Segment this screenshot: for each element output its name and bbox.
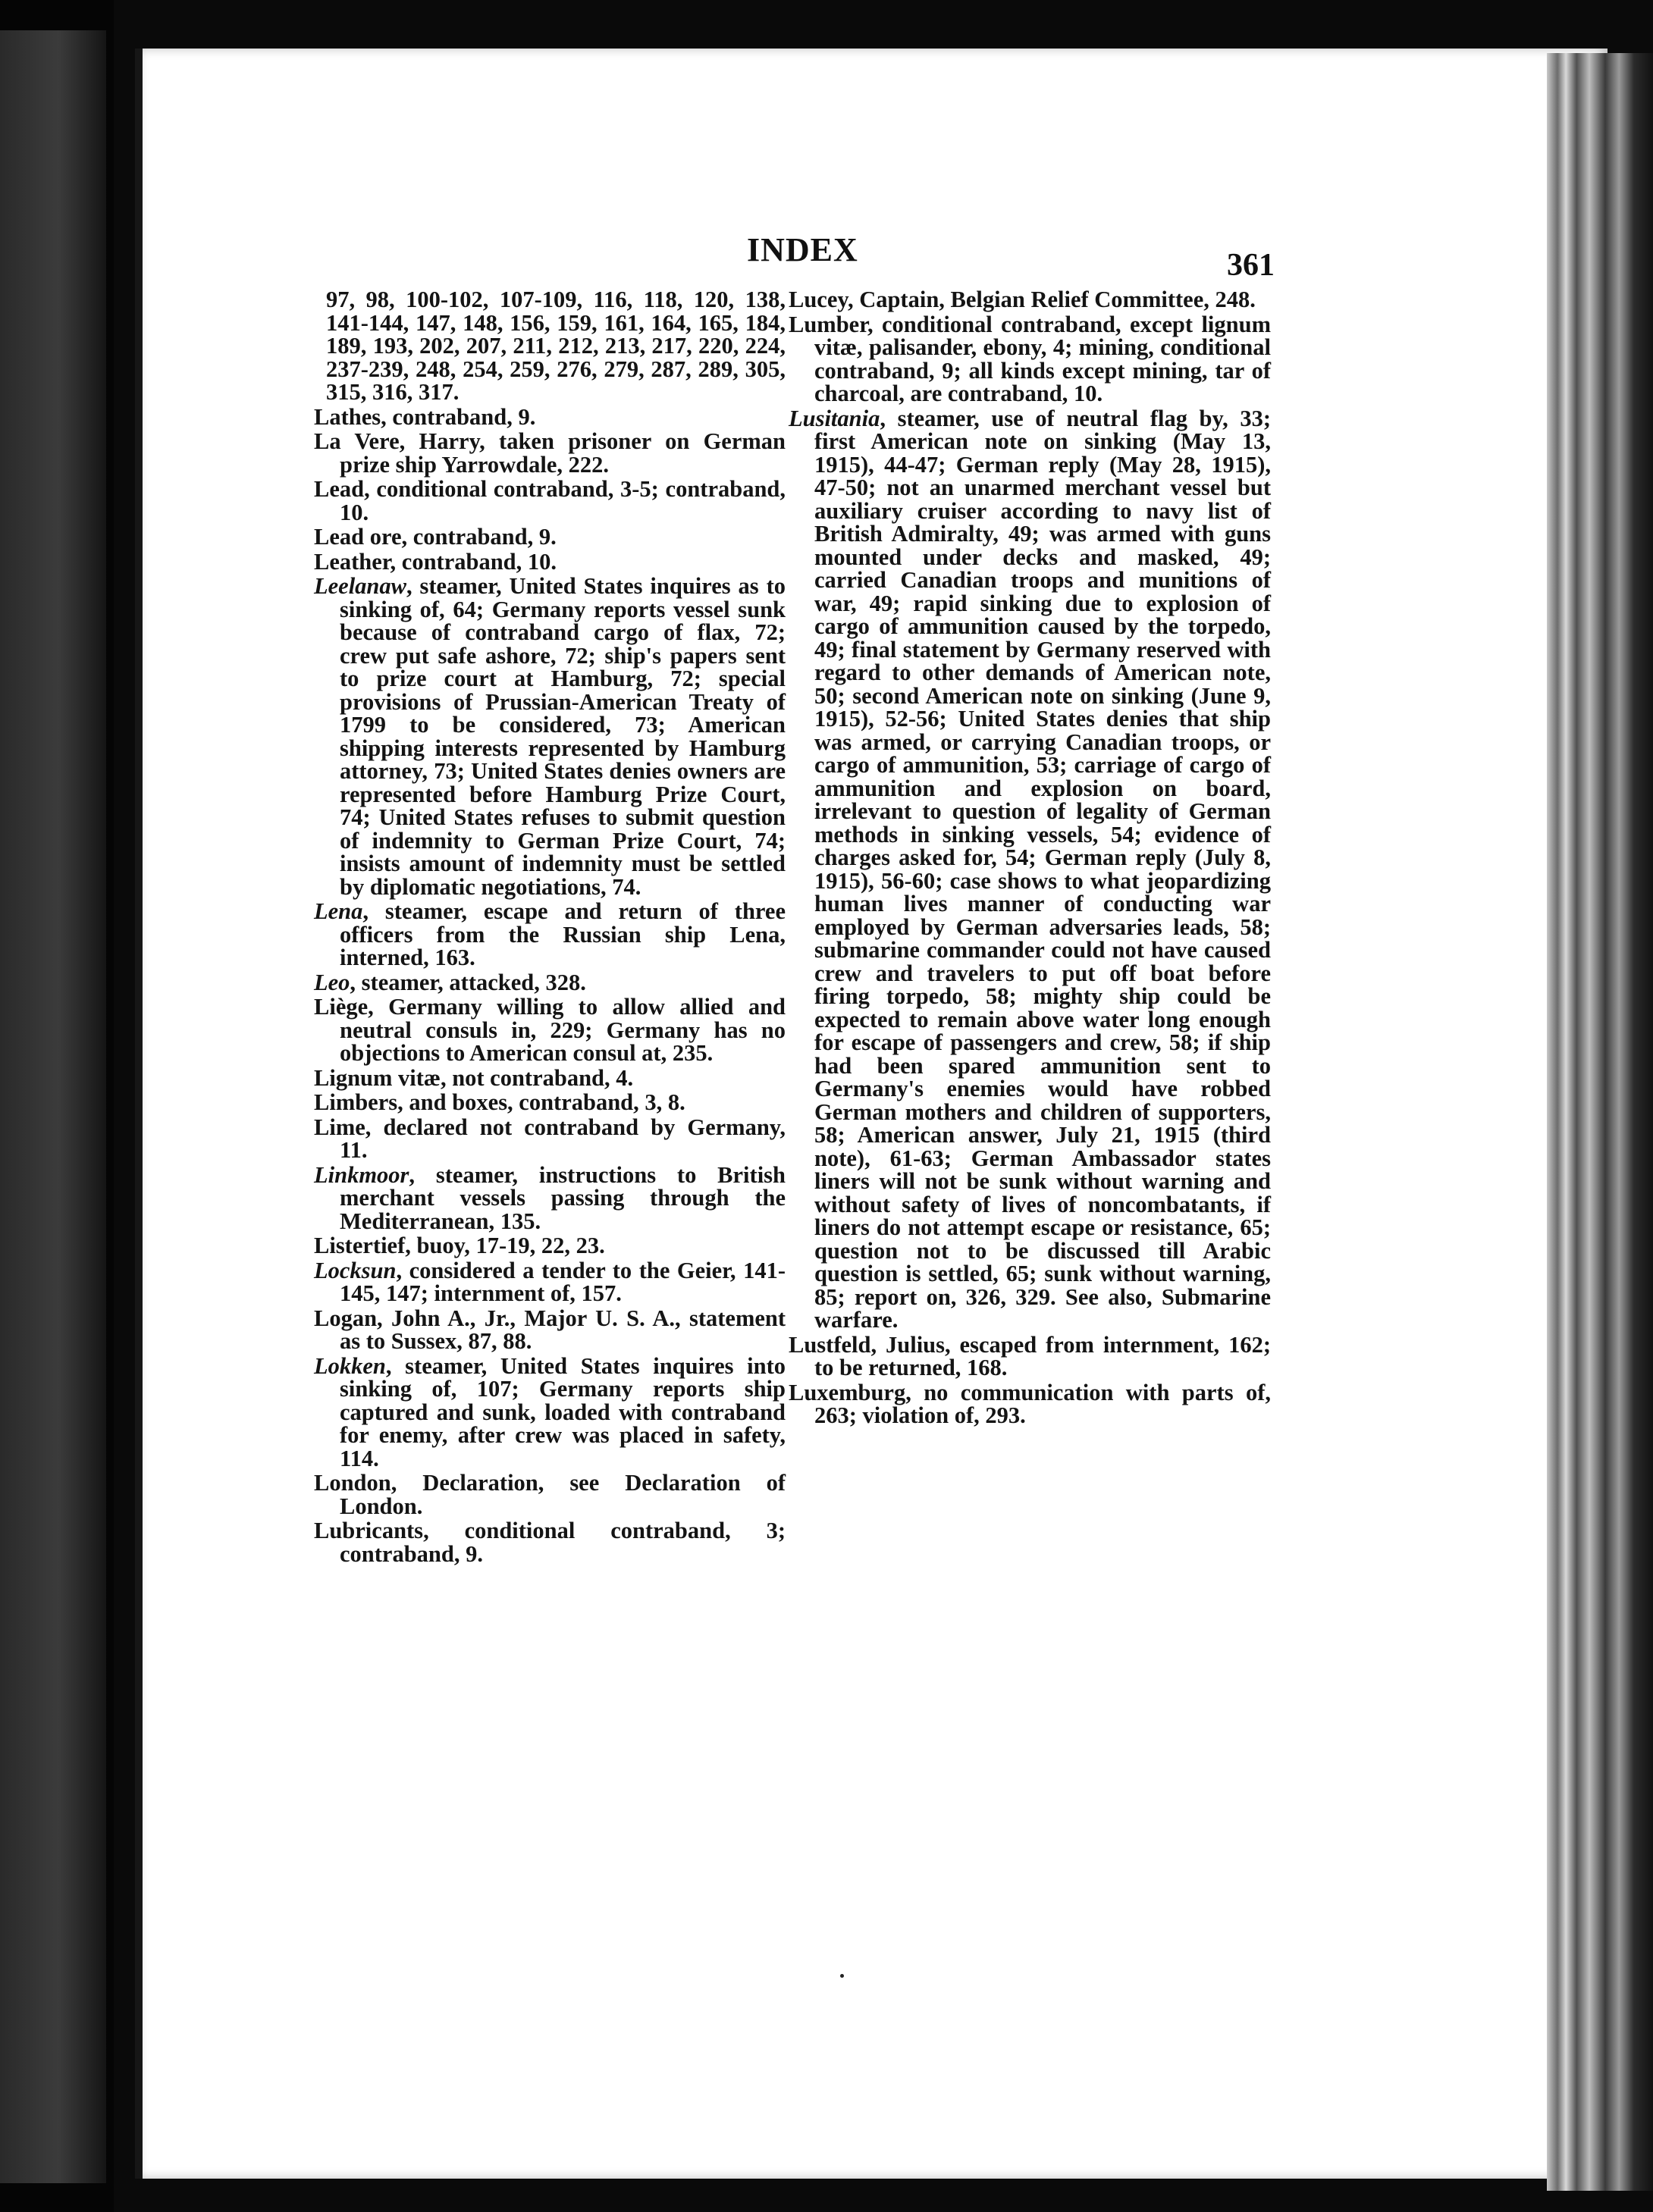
index-entry-text: , and boxes, contraband, 3, 8. [397,1089,685,1115]
index-entry-heading: Limbers [314,1089,398,1115]
running-head: INDEX [747,231,858,268]
index-entry-text: , steamer, United States inquires into sinking of, 107; Germany reports ship captured and sunk, loaded with contraband for enemy, after crew was placed in safety, 114. [340,1352,786,1471]
index-entry [314,1091,786,1114]
index-entry [314,1234,786,1258]
index-entry-text: , considered a tender to the Geier, 141-145, 147; internment of, 157. [340,1257,786,1306]
index-entry-text: , no communication with parts of, 263; violation of, 293. [814,1379,1271,1428]
page-number: 361 [1227,248,1275,283]
index-entry-heading: Lucey, Captain [789,287,939,312]
index-entry-text: , steamer, use of neutral flag by, 33; first American note on sinking (May 13, 1915), 44-47; German reply (May 28, 1915), 47-50; not an unarmed merchant vessel but auxiliary cruiser according to navy list of British Admiralty, 49; was armed with guns mounted under decks and masked, 49; carried Canadian troops and munitions of war, 49; rapid sinking due to explosion of cargo of ammunition caused by the torpedo, 49; final statement by Germany reserved with regard to other demands of American note, 50; second American note on sinking (June 9, 1915), 52-56; United States denies that ship was armed, or carrying Canadian troops, or cargo of ammunition, 53; carriage of cargo of ammunition and explosion on board, irrelevant to question of legality of German methods in sinking vessels, 54; evidence of charges asked for, 54; German reply (July 8, 1915), 56-60; case shows to what jeopardizing human lives manner of conducting war employed by German adversaries leads, 58; submarine commander could not have caused crew and travelers to put off boat before firing torpedo, 58; mighty ship could be expected to remain above water long enough for escape of passengers and crew, 58; if ship had been spared ammunition sent to Germany's enemies would have robbed German mothers and children of supporters, 58; American answer, July 21, 1915 (third note), 61-63; German Ambassador states liners will not be sunk without warning and without safety of lives of noncombatants, if liners do not attempt escape or resistance, 65; question not to be discussed till Arabic question is settled, 65; sunk without warning, 85; report on, 326, 329. See also, Submarine warfare. [814,405,1271,1333]
index-entry-text: , contraband, 9. [381,403,536,430]
index-entry-text: , steamer, instructions to British merchant vessels passing through the Mediterranean, 135. [340,1161,786,1234]
index-entry-text: , Germany willing to allow allied and neutral consuls in, 229; Germany has no objections to American consul at, 235. [340,994,786,1066]
index-entry-text: , Major U. S. A., statement as to Sussex, 87, 88. [340,1305,786,1354]
index-entry [314,430,786,476]
index-entry-text: , Belgian Relief Committee, 248. [939,287,1256,312]
index-entry [789,313,1271,406]
right-column [789,288,1271,1429]
index-entry-heading: Lead [314,476,365,502]
index-entry-heading: Lokken [314,1352,386,1379]
index-entry-heading: Lumber [789,311,867,337]
index-entry [314,550,786,574]
index-entry [314,1161,786,1234]
index-entry-heading: Lignum vitæ [314,1064,441,1091]
index-entry-text: , conditional contraband, except lignum vitæ, palisander, ebony, 4; mining, conditional contraband, 9; all kinds except mining, tar of charcoal, are contraband, 10. [814,311,1271,406]
index-entry-text: , taken prisoner on German prize ship Yarrowdale, 222. [340,428,786,478]
index-entry-heading: Listertief [314,1233,406,1258]
page-speck [840,1974,844,1978]
index-entry [314,971,786,995]
index-entry-text: , steamer, attacked, 328. [350,969,586,995]
index-entry [314,478,786,524]
index-entry-heading: Logan, John A., Jr. [314,1305,510,1331]
index-entry-text: , conditional contraband, 3-5; contraband, 10. [340,476,786,525]
index-entry [314,1352,786,1471]
index-entry [789,288,1271,312]
index-entry-text: , not contraband, 4. [440,1064,634,1091]
index-entry-heading: La Vere, Harry [314,428,480,454]
left-column [314,288,786,1567]
index-entry-text: , declared not contraband by Germany, 11. [340,1114,786,1163]
index-entry-heading: London [314,1470,391,1496]
index-entry [314,1064,786,1091]
index-entry-heading: Leo [314,969,350,995]
index-entry [789,407,1271,1332]
index-entry-text: , conditional contraband, 3; contraband, 9. [340,1518,786,1567]
index-entry-text: , steamer, United States inquires as to sinking of, 64; Germany reports vessel sunk because of contraband cargo of flax, 72; crew put safe ashore, 72; ship's papers sent to prize court at Hamburg, 72; special provisions of Prussian-American Treaty of 1799 to be considered, 73; American shipping interests represented by Hamburg attorney, 73; United States denies owners are represented before Hamburg Prize Court, 74; United States refuses to submit question of indemnity to German Prize Court, 74; insists amount of indemnity must be settled by diplomatic negotiations, 74. [340,573,786,900]
book-page-edges [1547,53,1653,2191]
index-entry-heading: Lathes [314,403,381,430]
index-entry-text: , escaped from internment, 162; to be returned, 168. [814,1331,1271,1380]
index-entry [314,403,786,430]
index-entry-heading: Liège [314,994,369,1020]
index-entry-heading: Lime [314,1114,365,1140]
index-entry [314,1307,786,1353]
index-entry-heading: Luxemburg [789,1379,906,1405]
index-entry [314,288,786,404]
index-entry [314,995,786,1065]
index-entry [314,575,786,898]
index-entry-text: 97, 98, 100-102, 107-109, 116, 118, 120, 138, 141-144, 147, 148, 156, 159, 161, 164, 165, 184, 189, 193, 202, 207, 211, 212, 213, 217, 220, 224, 237-239, 248, 254, 259, 276, 279, 287, 289, 305, 315, 316, 317. [326,287,786,405]
index-entry-text: , contraband, 9. [401,524,557,550]
index-entry [314,1259,786,1305]
index-entry [314,1519,786,1565]
index-entry-heading: Locksun [314,1257,397,1283]
index-entry-text: , buoy, 17-19, 22, 23. [405,1233,605,1258]
index-entry [314,1116,786,1162]
index-entry-heading: Linkmoor [314,1161,409,1188]
index-entry-heading: Lustfeld, Julius [789,1331,945,1358]
index-entry [314,900,786,970]
index-entry-text: , steamer, escape and return of three officers from the Russian ship Lena, interned, 163. [340,898,786,970]
index-entry [789,1333,1271,1380]
index-entry [789,1381,1271,1427]
index-entry-heading: Lead ore [314,524,402,550]
index-entry [314,1471,786,1518]
index-entry-heading: Lubricants [314,1518,424,1543]
index-entry-heading: Lusitania [789,405,880,431]
index-entry-heading: Leather [314,548,391,575]
index-entry-heading: Lena [314,898,363,924]
index-entry-text: , contraband, 10. [390,548,557,575]
index-entry-text: , Declaration, see Declaration of London. [340,1470,786,1519]
facing-page-edge [0,30,106,2183]
index-entry [314,525,786,549]
index-entry-heading: Leelanaw [314,573,406,599]
